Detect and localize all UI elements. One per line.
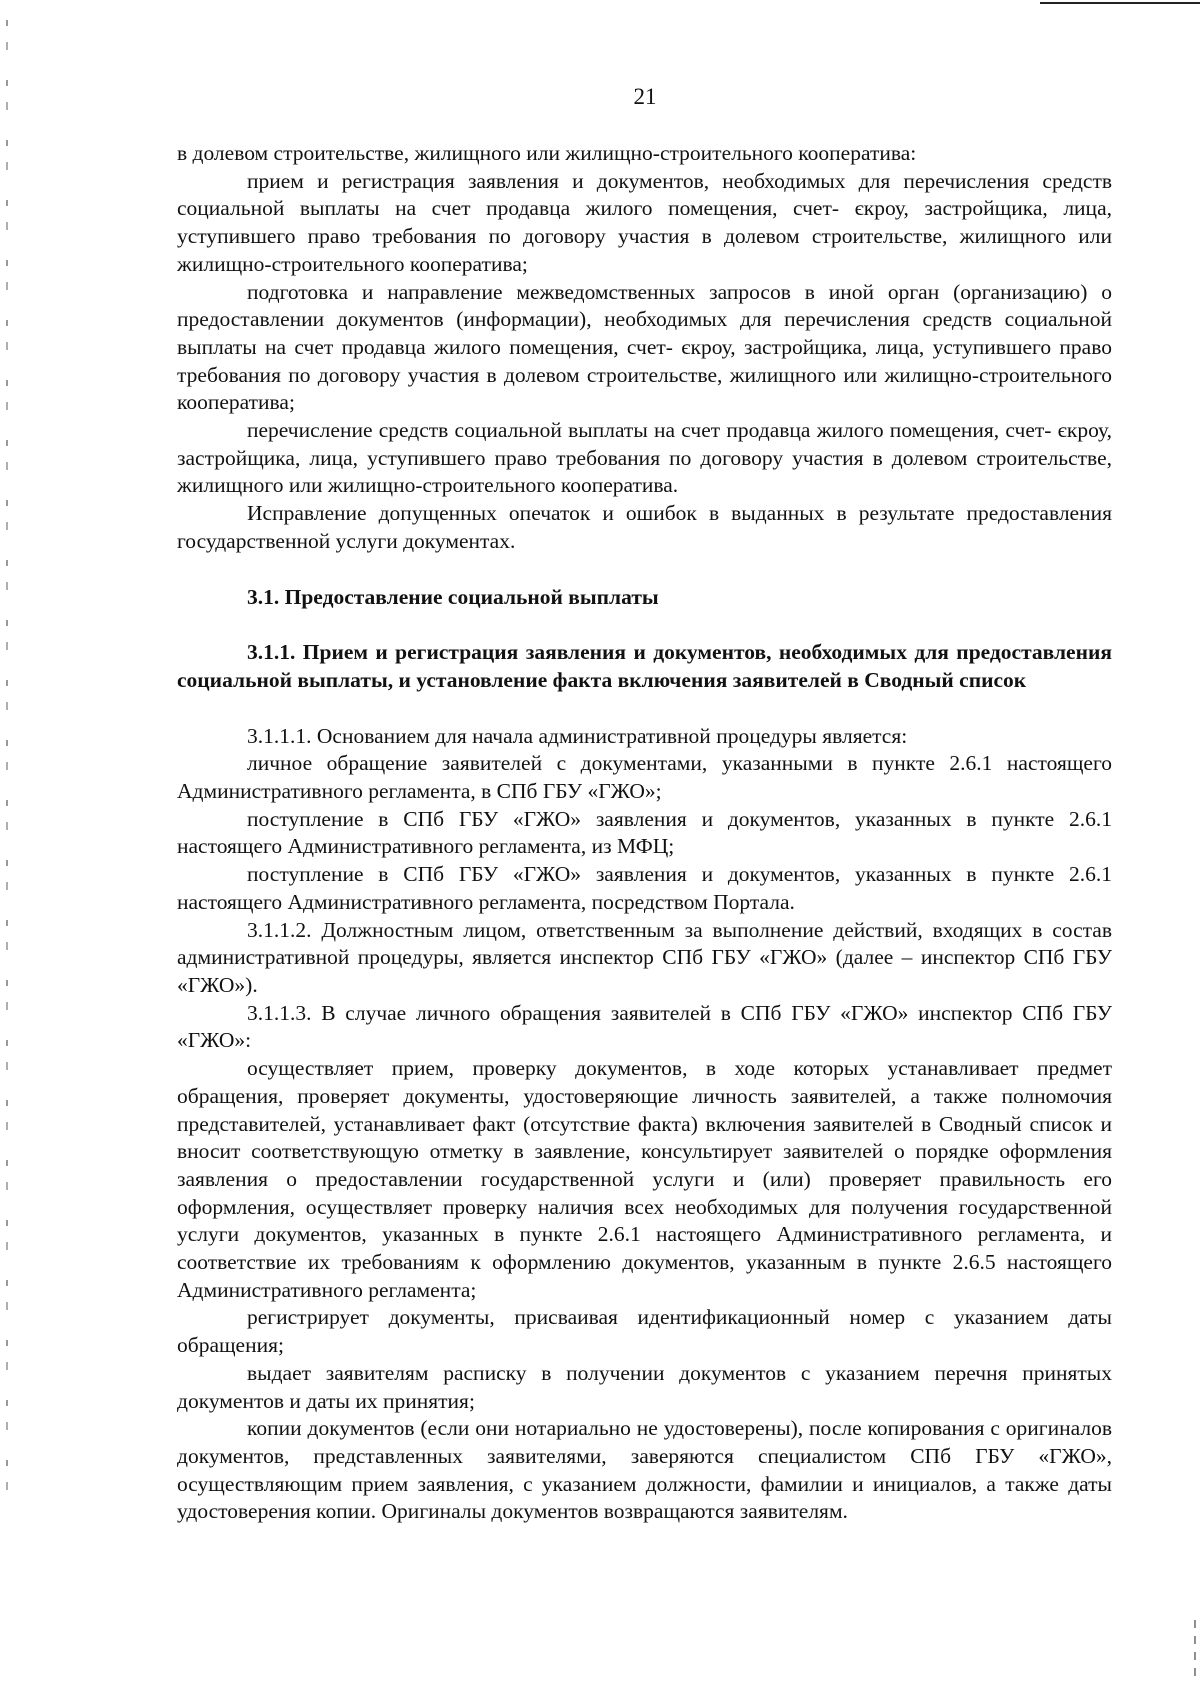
paragraph: в долевом строительстве, жилищного или жилищно-строительного кооператива: bbox=[177, 141, 917, 165]
section-heading: 3.1. Предоставление социальной выплаты bbox=[247, 584, 659, 609]
paragraph: осуществляет прием, проверку документов, в ходе которых устанавливает предмет обращения, проверяет документы, удостоверяющие личность заявителей, а также полномочия представителей, устанавливает факт (отсутствие факта) включения заявителей в Сводный список и вносит соответствующую отметку в заявление, консультирует заявителей о порядке оформления заявления о предоставлении государственной услуги и (или) проверяет правильность его оформления, осуществляет проверку наличия всех необходимых для получения государственной услуги документов, указанных в пункте 2.6.1 настоящего Административного регламента, и соответствие их требованиям к оформлению документов, указанным в пункте 2.6.5 настоящего Административного регламента; bbox=[177, 1056, 1112, 1302]
paragraph: 3.1.1.1. Основанием для начала административной процедуры является: bbox=[247, 723, 908, 748]
paragraph: регистрирует документы, присваивая идентификационный номер с указанием даты обращения; bbox=[177, 1305, 1112, 1358]
paragraph: подготовка и направление межведомственных запросов в иной орган (организацию) о предоставлении документов (информации), необходимых для перечисления средств социальной выплаты на счет продавца жилого помещения, счет- єкроу, застройщика, лица, уступившего право требования по договору участия в долевом строительстве, жилищного или жилищно-строительного кооператива; bbox=[177, 279, 1112, 415]
paragraph: поступление в СПб ГБУ «ГЖО» заявления и документов, указанных в пункте 2.6.1 настоящего Административного регламента, посредством Портала. bbox=[177, 862, 1112, 914]
paragraph: выдает заявителям расписку в получении документов с указанием перечня принятых документов и даты их принятия; bbox=[177, 1360, 1112, 1413]
paragraph: поступление в СПб ГБУ «ГЖО» заявления и документов, указанных в пункте 2.6.1 настоящего Административного регламента, из МФЦ; bbox=[177, 806, 1112, 859]
paragraph: прием и регистрация заявления и документов, необходимых для перечисления средств социальной выплаты на счет продавца жилого помещения, счет- єкроу, застройщика, лица, уступившего право требования по договору участия в долевом строительстве, жилищного или жилищно-строительного кооператива; bbox=[177, 168, 1112, 276]
paragraph: 3.1.1.3. В случае личного обращения заявителей в СПб ГБУ «ГЖО» инспектор СПб ГБУ «ГЖО»: bbox=[177, 1000, 1112, 1053]
top-rule bbox=[1040, 2, 1200, 4]
paragraph: 3.1.1.2. Должностным лицом, ответственным за выполнение действий, входящих в состав административной процедуры, является инспектор СПб ГБУ «ГЖО» (далее – инспектор СПб ГБУ «ГЖО»). bbox=[177, 917, 1112, 997]
paragraph: перечисление средств социальной выплаты на счет продавца жилого помещения, счет- єкроу, застройщика, лица, уступившего право требования по договору участия в долевом строительстве, жилищного или жилищно-строительного кооператива. bbox=[177, 418, 1112, 498]
paragraph: Исправление допущенных опечаток и ошибок в выданных в результате предоставления государственной услуги документах. bbox=[177, 501, 1112, 553]
paragraph: личное обращение заявителей с документами, указанными в пункте 2.6.1 настоящего Административного регламента, в СПб ГБУ «ГЖО»; bbox=[177, 751, 1112, 804]
page-number: 21 bbox=[633, 84, 657, 109]
subsection-heading: 3.1.1. Прием и регистрация заявления и документов, необходимых для предоставления социальной выплаты, и установление факта включения заявителей в Сводный список bbox=[177, 640, 1112, 692]
document-body bbox=[177, 140, 1112, 1526]
scan-edge-right bbox=[1194, 1620, 1196, 1680]
scan-edge-left bbox=[6, 20, 8, 1500]
paragraph: копии документов (если они нотариально не удостоверены), после копирования с оригиналов документов, представленных заявителями, заверяются специалистом СПб ГБУ «ГЖО», осуществляющим прием заявления, с указанием должности, фамилии и инициалов, а также даты удостоверения копии. Оригиналы документов возвращаются заявителям. bbox=[177, 1416, 1112, 1524]
